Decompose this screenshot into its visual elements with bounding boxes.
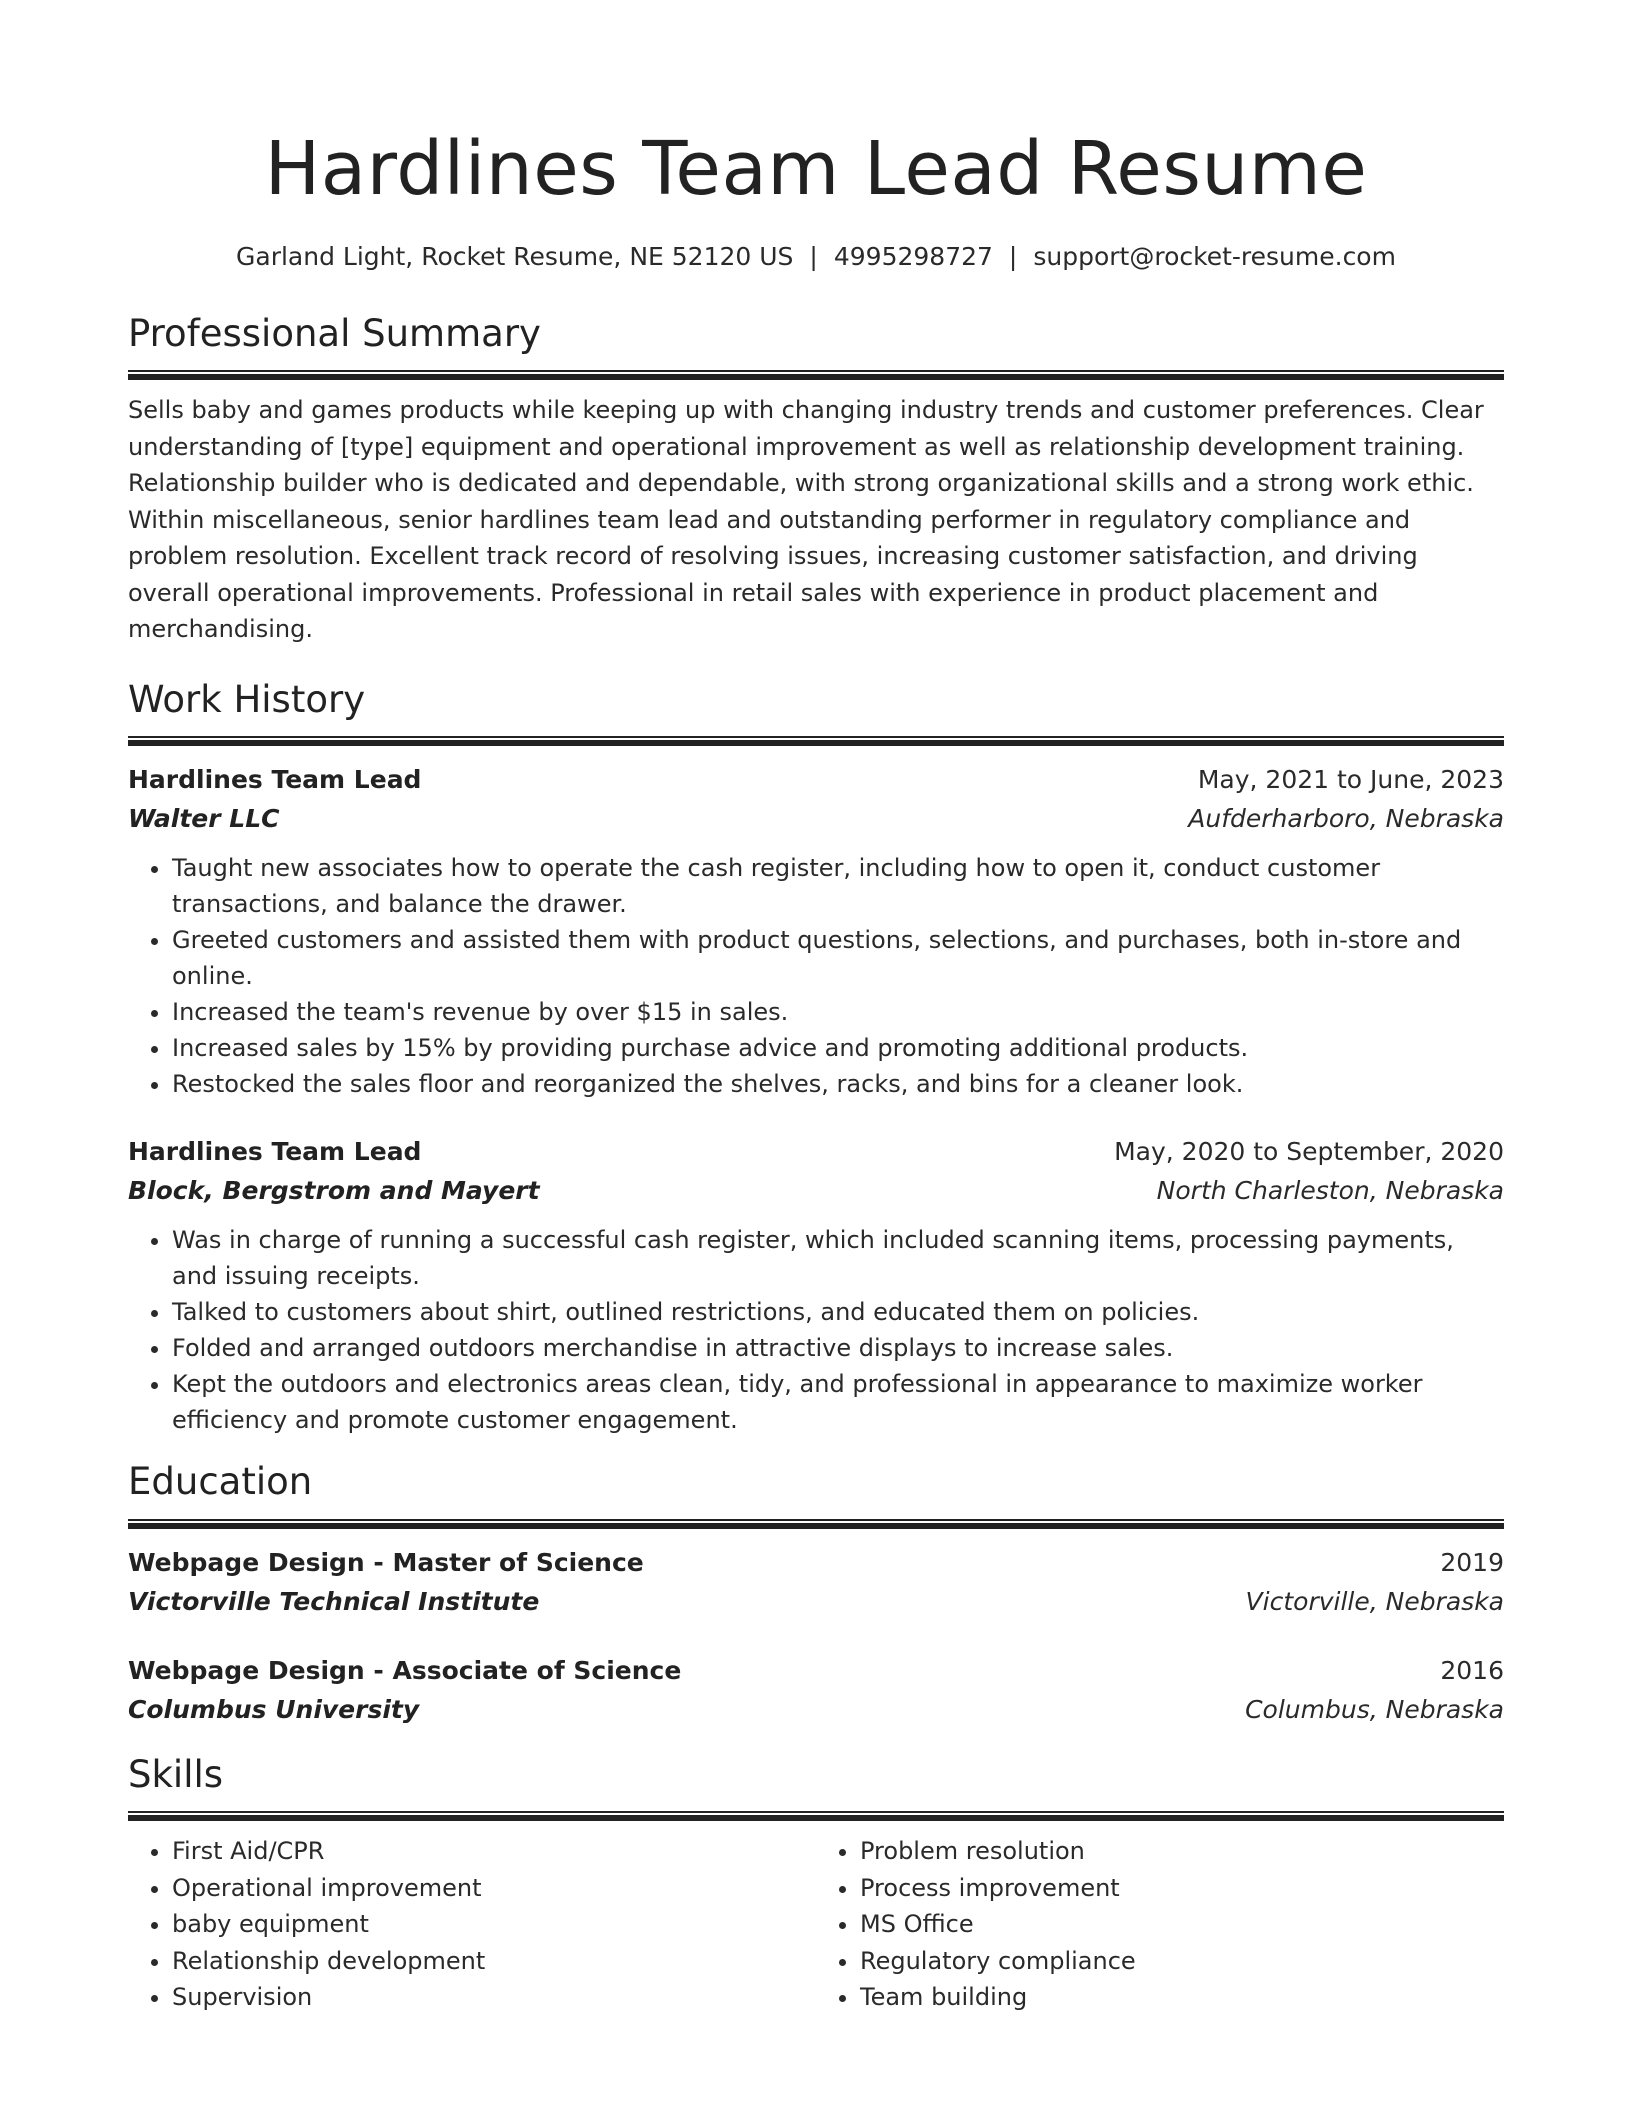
education-school: Victorville Technical Institute [128,1586,540,1616]
contact-separator: | [1008,242,1018,271]
education-entry [128,1543,1504,1621]
job-bullet: • Increased sales by 15% by providing purchase advice and promoting additional products. [172,1030,1504,1066]
skill-item: • Process improvement [860,1870,1504,1907]
job-bullet: • Talked to customers about shirt, outlined restrictions, and educated them on policies. [172,1294,1504,1330]
education-header-row [128,1651,1504,1690]
section-heading-summary: Professional Summary [128,312,541,355]
job-entry [128,760,1504,1102]
work-history-section [128,678,1504,1438]
job-dates: May, 2020 to September, 2020 [1114,1137,1504,1167]
resume-title: Hardlines Team Lead Resume [264,126,1368,212]
education-school: Columbus University [128,1694,420,1724]
job-header-row [128,1132,1504,1171]
section-heading-work: Work History [128,677,366,721]
education-degree: Webpage Design - Associate of Science [128,1655,682,1685]
education-entry [128,1651,1504,1729]
job-bullet: • Folded and arranged outdoors merchandise in attractive displays to increase sales. [172,1330,1504,1366]
contact-email: support@rocket-resume.com [1033,242,1396,271]
section-divider [128,736,1504,746]
section-divider [128,370,1504,380]
section-heading-education: Education [128,1460,313,1504]
skill-item: • Supervision [172,1979,816,2016]
job-company: Block, Bergstrom and Mayert [128,1176,540,1206]
job-company: Walter LLC [128,804,280,834]
education-header-row [128,1543,1504,1582]
skills-list-right [816,1833,1504,2016]
section-divider [128,1811,1504,1821]
job-header-row [128,760,1504,799]
skill-item: • First Aid/CPR [172,1833,816,1870]
job-bullets [128,850,1504,1102]
job-bullets [128,1222,1504,1438]
section-divider [128,1519,1504,1529]
skills-section [128,1753,1504,2016]
section-heading-skills: Skills [128,1752,224,1796]
summary-text: Sells baby and games products while keeping up with changing industry trends and customer preferences. Clear understanding of [type] equipment and operational improvement as well as relationship development training. Relationship builder who is dedicated and dependable, with strong organizational skills and a strong work ethic. Within miscellaneous, senior hardlines team lead and outstanding performer in regulatory compliance and problem resolution. Excellent track record of resolving issues, increasing customer satisfaction, and driving overall operational improvements. Professional in retail sales with experience in product placement and merchandising. [128,396,1484,644]
education-year: 2019 [1440,1547,1504,1577]
job-location: Aufderharboro, Nebraska [1188,804,1504,834]
skills-list-left [128,1833,816,2016]
education-school-row [128,1690,1504,1729]
contact-address: Garland Light, Rocket Resume, NE 52120 US [236,242,794,271]
job-dates: May, 2021 to June, 2023 [1197,765,1504,795]
skill-item: • Regulatory compliance [860,1943,1504,1980]
job-title: Hardlines Team Lead [128,1137,422,1167]
education-location: Columbus, Nebraska [1245,1694,1504,1724]
skill-item: • Relationship development [172,1943,816,1980]
skill-item: • Problem resolution [860,1833,1504,1870]
job-company-row [128,1171,1504,1210]
job-bullet: • Kept the outdoors and electronics areas clean, tidy, and professional in appearance to maximize worker efficiency and promote customer engagement. [172,1366,1504,1438]
education-degree: Webpage Design - Master of Science [128,1547,644,1577]
job-entry [128,1132,1504,1438]
job-bullet: • Was in charge of running a successful cash register, which included scanning items, processing payments, and issuing receipts. [172,1222,1504,1294]
job-title: Hardlines Team Lead [128,765,422,795]
job-bullet: • Restocked the sales floor and reorganized the shelves, racks, and bins for a cleaner look. [172,1066,1504,1102]
job-bullet: • Taught new associates how to operate the cash register, including how to open it, conduct customer transactions, and balance the drawer. [172,850,1504,922]
skill-item: • baby equipment [172,1906,816,1943]
contact-phone: 4995298727 [833,242,993,271]
education-school-row [128,1582,1504,1621]
job-bullet: • Greeted customers and assisted them with product questions, selections, and purchases, both in-store and online. [172,922,1504,994]
skill-item: • Operational improvement [172,1870,816,1907]
job-bullet: • Increased the team's revenue by over $15 in sales. [172,994,1504,1030]
skills-columns [128,1833,1504,2016]
skill-item: • Team building [860,1979,1504,2016]
contact-separator: | [809,242,818,271]
job-company-row [128,799,1504,838]
job-location: North Charleston, Nebraska [1156,1176,1504,1206]
education-year: 2016 [1440,1655,1504,1685]
education-section [128,1460,1504,1728]
education-location: Victorville, Nebraska [1245,1586,1504,1616]
skill-item: • MS Office [860,1906,1504,1943]
summary-section [128,312,1504,648]
contact-line [128,242,1504,272]
